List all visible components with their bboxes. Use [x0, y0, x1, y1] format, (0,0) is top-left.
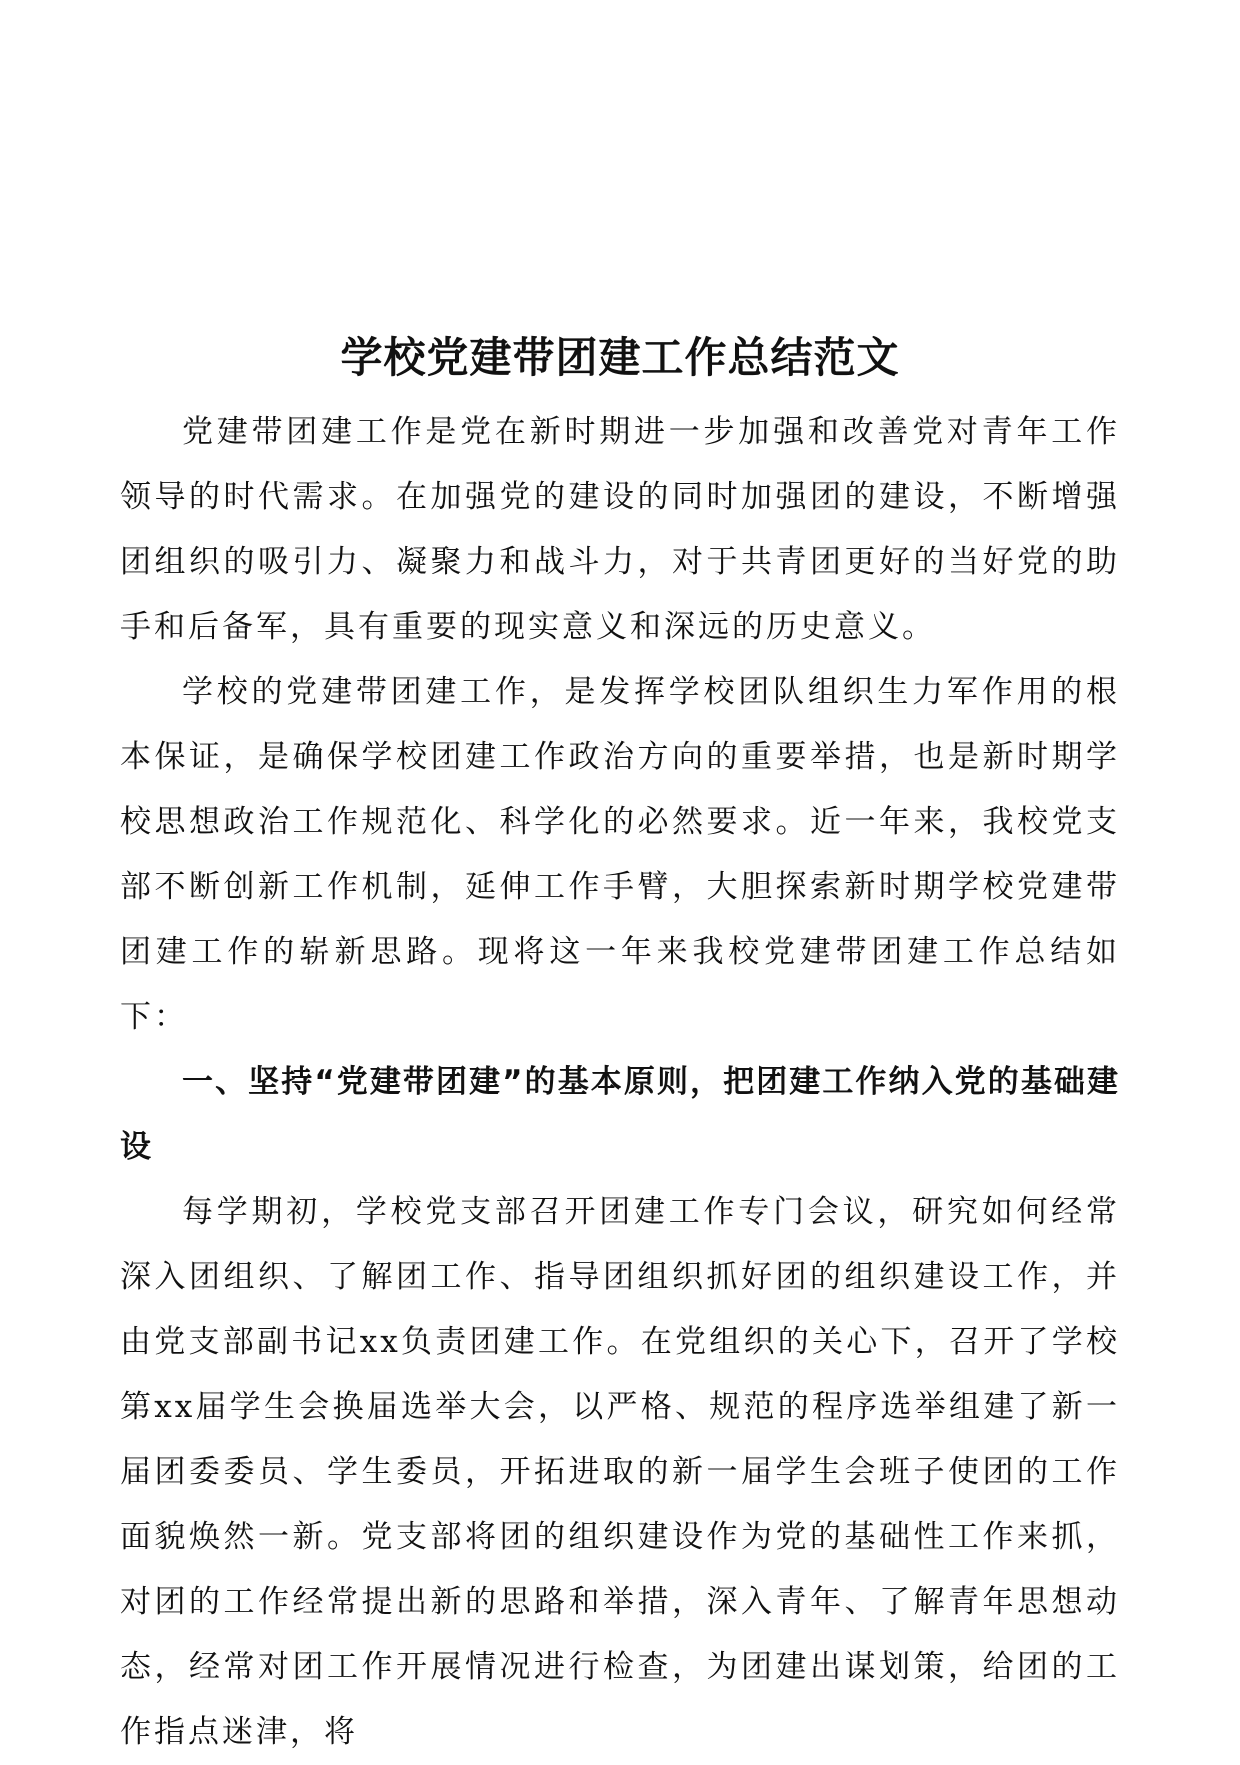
- section-1-paragraph: 每学期初，学校党支部召开团建工作专门会议，研究如何经常深入团组织、了解团工作、指导团组织抓好团的组织建设工作，并由党支部副书记xx负责团建工作。在党组织的关心下，召开了学校第xx届学生会换届选举大会，以严格、规范的程序选举组建了新一届团委委员、学生委员，开拓进取的新一届学生会班子使团的工作面貌焕然一新。党支部将团的组织建设作为党的基础性工作来抓，对团的工作经常提出新的思路和举措，深入青年、了解青年思想动态，经常对团工作开展情况进行检查，为团建出谋划策，给团的工作指点迷津，将: [120, 1194, 1120, 1750]
- intro-paragraph-1: 党建带团建工作是党在新时期进一步加强和改善党对青年工作领导的时代需求。在加强党的建设的同时加强团的建设，不断增强团组织的吸引力、凝聚力和战斗力，对于共青团更好的当好党的助手和后备军，具有重要的现实意义和深远的历史意义。: [120, 414, 1120, 645]
- document-page: [120, 330, 1120, 1765]
- intro-paragraph-2: 学校的党建带团建工作，是发挥学校团队组织生力军作用的根本保证，是确保学校团建工作政治方向的重要举措，也是新时期学校思想政治工作规范化、科学化的必然要求。近一年来，我校党支部不断创新工作机制，延伸工作手臂，大胆探索新时期学校党建带团建工作的崭新思路。现将这一年来我校党建带团建工作总结如下：: [120, 674, 1120, 1035]
- section-1-heading: 一、坚持“党建带团建”的基本原则，把团建工作纳入党的基础建设: [120, 1064, 1120, 1165]
- document-title: 学校党建带团建工作总结范文: [340, 333, 900, 382]
